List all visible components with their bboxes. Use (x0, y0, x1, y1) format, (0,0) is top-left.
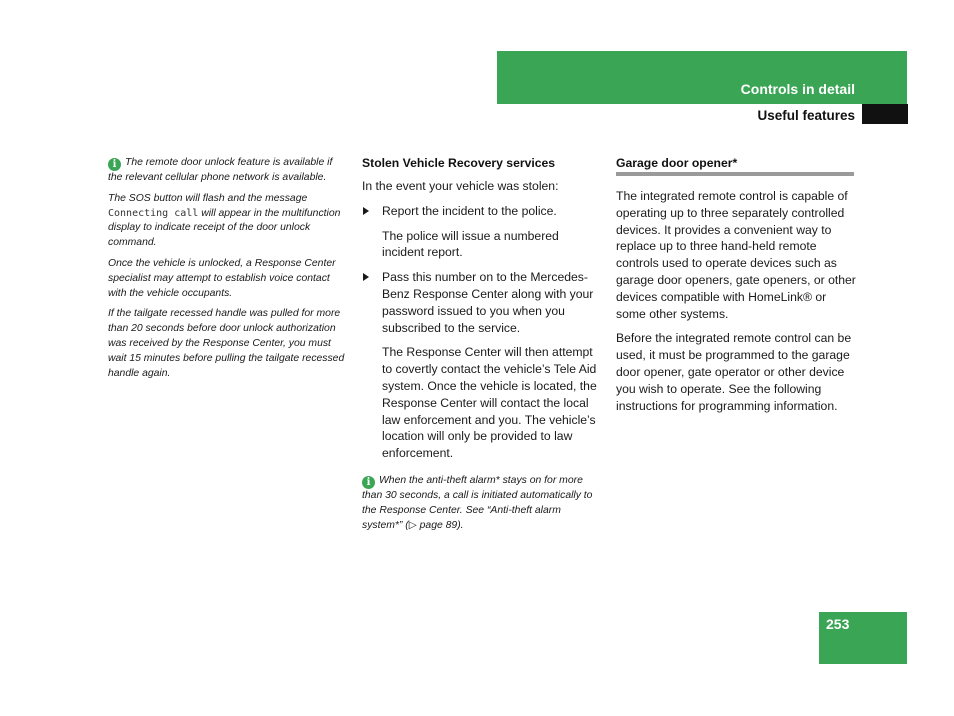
note-paragraph: If the tailgate recessed handle was pulled for more than 20 seconds before door unlock authorization was received by the Response Center, you must wait 15 minutes before pulling the tailgate recessed handle again. (108, 308, 345, 379)
bullet-followup: The police will issue a numbered incident report. (382, 228, 559, 260)
subsection-title: Useful features (757, 108, 855, 123)
intro-text: In the event your vehicle was stolen: (362, 179, 559, 193)
bullet-item (362, 203, 602, 220)
page-number-box (819, 612, 907, 664)
note-paragraph: Once the vehicle is unlocked, a Response Center specialist may attempt to establish voice contact with the vehicle occupants. (108, 257, 336, 299)
note-paragraph (108, 156, 348, 186)
section-title: Controls in detail (740, 81, 855, 97)
bullet-followup: The Response Center will then attempt to covertly contact the vehicle’s Tele Aid system. Once the vehicle is located, the Response Center will contact the local law enforcement and you. The vehicle’s location will only be provided to law enforcement. (382, 345, 597, 461)
note-paragraph (108, 192, 348, 251)
info-icon: i (108, 158, 121, 171)
page-number: 253 (826, 616, 850, 632)
bullet-item (362, 269, 602, 336)
section-heading: Garage door opener* (616, 156, 738, 170)
info-note-remote-unlock (108, 156, 348, 387)
bullet-text: Report the incident to the police. (382, 203, 557, 218)
stolen-vehicle-section (362, 156, 602, 533)
note-text: The remote door unlock feature is available if the relevant cellular phone network is available. (108, 157, 333, 183)
section-tab-marker (862, 104, 908, 124)
paragraph: Before the integrated remote control can be used, it must be programmed to the garage door opener, gate operator or other device you wish to operate. See the following instructions for programming information. (616, 331, 852, 413)
header-bar (497, 51, 907, 104)
bullet-arrow-icon (363, 273, 369, 281)
bullet-arrow-icon (363, 207, 369, 215)
note-text: The SOS button will flash and the message (108, 192, 308, 204)
note-paragraph (362, 474, 602, 533)
display-message-code: Connecting call (108, 207, 199, 219)
info-icon: i (362, 476, 375, 489)
paragraph: The integrated remote control is capable of operating up to three separately controlled devices. It provides a convenient way to replace up to three hand-held remote controls used to operate devices such as garage door openers, gate openers, or other devices compatible with HomeLink® or some other systems. (616, 189, 856, 321)
section-heading: Stolen Vehicle Recovery services (362, 156, 556, 170)
garage-door-section (616, 156, 856, 422)
bullet-text: Pass this number on to the Mercedes-Benz Response Center along with your password issued to you when you subscribed to the service. (382, 270, 594, 335)
note-text: will appear in the multifunction display to indicate receipt of the door unlock command. (108, 207, 341, 249)
note-text: When the anti-theft alarm* stays on for more than 30 seconds, a call is initiated automatically to the Response Center. See “Anti-theft alarm system*” (▷ page 89). (362, 474, 593, 531)
heading-rule (616, 156, 854, 176)
info-note-anti-theft (362, 474, 602, 533)
